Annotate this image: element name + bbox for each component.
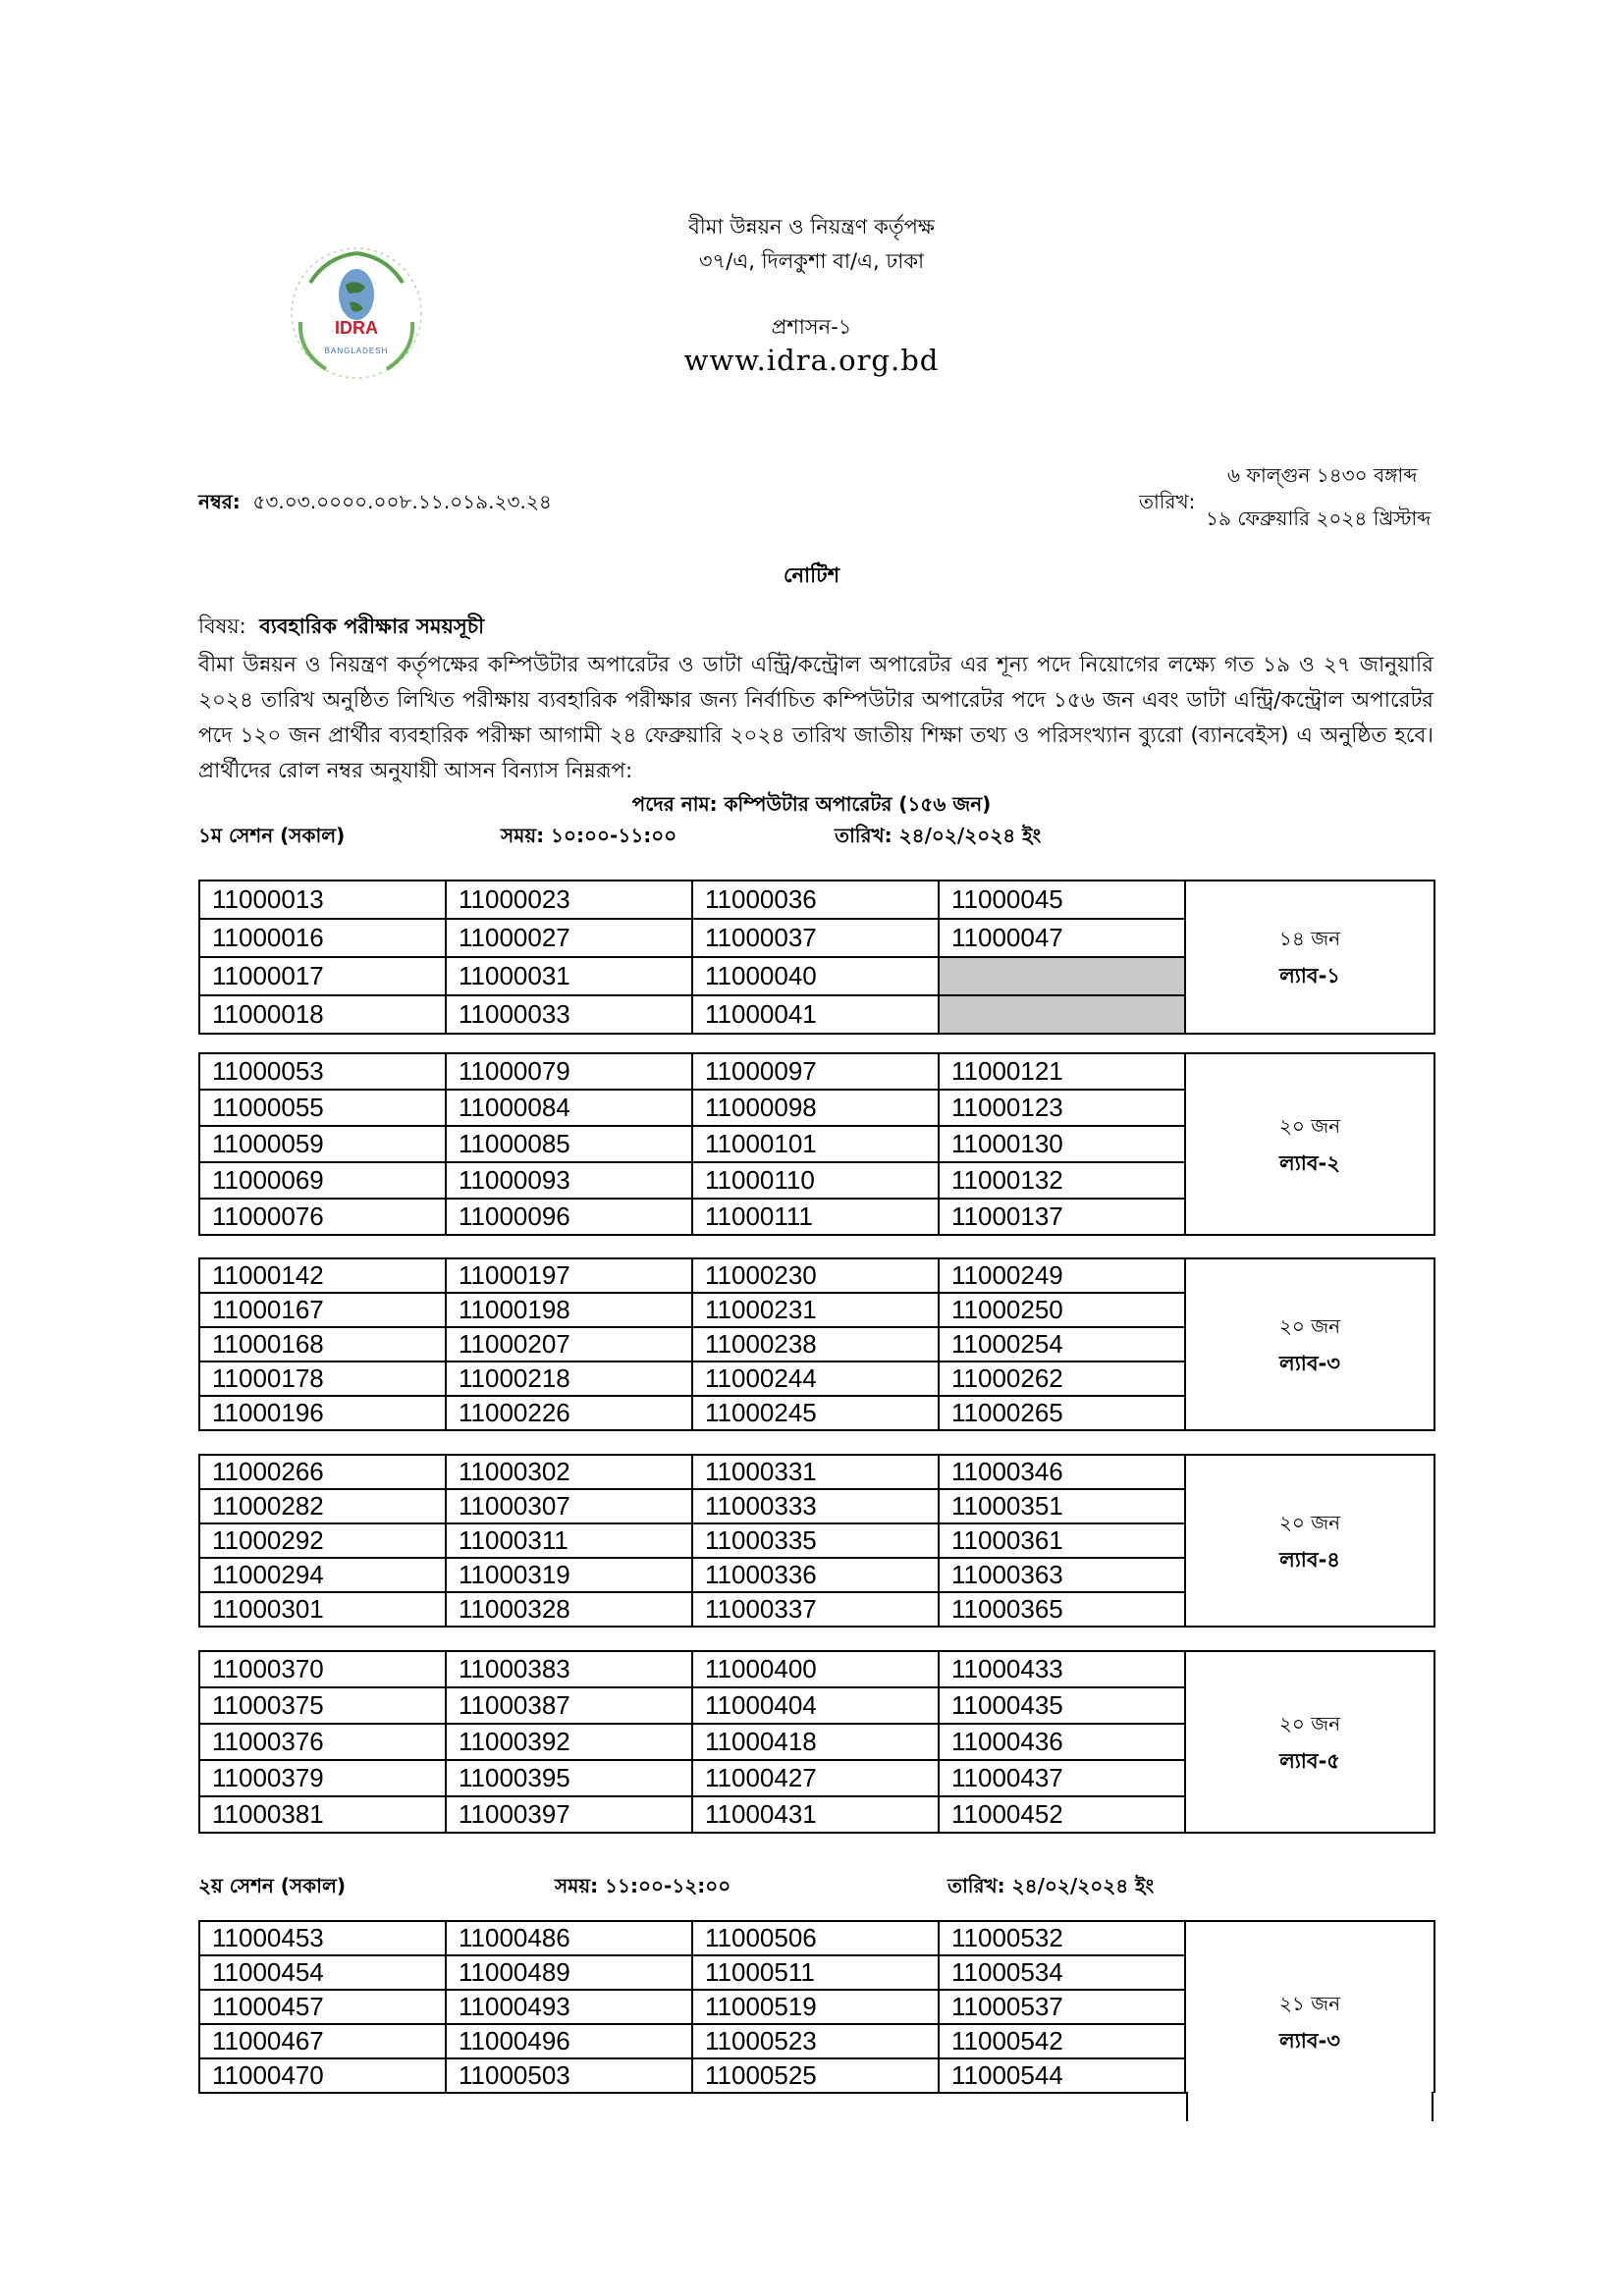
roll-cell: 11000016 [199, 919, 446, 957]
roll-cell: 11000392 [446, 1724, 692, 1760]
lab-summary [1185, 1651, 1434, 1833]
roll-cell: 11000218 [446, 1362, 692, 1396]
roll-cell: 11000245 [692, 1396, 939, 1430]
idra-logo [287, 243, 426, 383]
roll-cell: 11000370 [199, 1651, 446, 1687]
session-1-date: তারিখ: ২৪/০২/২০২৪ ইং [835, 824, 1042, 847]
roll-cell: 11000142 [199, 1258, 446, 1293]
roll-cell: 11000053 [199, 1053, 446, 1090]
lab-count: ২০ জন [1278, 1711, 1341, 1735]
lab-table [198, 1454, 1435, 1628]
roll-cell: 11000301 [199, 1592, 446, 1627]
lab-count: ২০ জন [1278, 1313, 1341, 1338]
roll-cell: 11000059 [199, 1126, 446, 1162]
roll-cell: 11000079 [446, 1053, 692, 1090]
roll-cell: 11000311 [446, 1523, 692, 1558]
table-continuation-line [1432, 2092, 1434, 2121]
session-1-time: সময়: ১০:০০-১১:০০ [501, 824, 677, 847]
roll-cell: 11000266 [199, 1455, 446, 1489]
date-bangla: ৬ ফাল্গুন ১৪৩০ বঙ্গাব্দ [1227, 463, 1418, 487]
roll-cell: 11000231 [692, 1293, 939, 1327]
lab-count: ২১ জন [1278, 1992, 1341, 2015]
lab-summary [1185, 1921, 1434, 2093]
svg-text:IDRA: IDRA [335, 318, 378, 338]
lab-name: ল্যাব-৩ [1279, 1351, 1340, 1375]
roll-cell: 11000123 [939, 1090, 1185, 1126]
session-2-time: সময়: ১১:০০-১২:০০ [555, 1874, 731, 1897]
roll-cell: 11000249 [939, 1258, 1185, 1293]
roll-cell: 11000452 [939, 1796, 1185, 1833]
roll-cell: 11000076 [199, 1199, 446, 1235]
roll-cell: 11000121 [939, 1053, 1185, 1090]
roll-cell: 11000337 [692, 1592, 939, 1627]
roll-cell: 11000493 [446, 1990, 692, 2024]
roll-cell: 11000395 [446, 1760, 692, 1796]
roll-cell: 11000017 [199, 957, 446, 995]
roll-cell: 11000055 [199, 1090, 446, 1126]
roll-cell: 11000069 [199, 1162, 446, 1199]
roll-cell: 11000018 [199, 995, 446, 1034]
roll-cell: 11000333 [692, 1489, 939, 1523]
roll-cell: 11000031 [446, 957, 692, 995]
lab-name: ল্যাব-২ [1279, 1150, 1340, 1175]
roll-cell: 11000467 [199, 2024, 446, 2058]
lab-summary [1185, 1455, 1434, 1627]
post-title: পদের নাম: কম্পিউটার অপারেটর (১৫৬ জন) [631, 792, 992, 816]
roll-cell: 11000036 [692, 881, 939, 919]
roll-cell: 11000363 [939, 1558, 1185, 1592]
roll-cell: 11000335 [692, 1523, 939, 1558]
roll-cell: 11000230 [692, 1258, 939, 1293]
session-1-name: ১ম সেশন (সকাল) [198, 824, 346, 847]
roll-cell: 11000282 [199, 1489, 446, 1523]
lab-table [198, 1650, 1435, 1834]
lab-summary [1185, 881, 1434, 1034]
roll-cell: 11000013 [199, 881, 446, 919]
roll-cell: 11000542 [939, 2024, 1185, 2058]
roll-cell: 11000254 [939, 1327, 1185, 1362]
roll-cell: 11000130 [939, 1126, 1185, 1162]
roll-cell: 11000486 [446, 1921, 692, 1955]
roll-cell: 11000111 [692, 1199, 939, 1235]
roll-cell: 11000537 [939, 1990, 1185, 2024]
roll-cell: 11000361 [939, 1523, 1185, 1558]
roll-cell: 11000178 [199, 1362, 446, 1396]
session-2-name: ২য় সেশন (সকাল) [198, 1874, 346, 1897]
roll-cell: 11000433 [939, 1651, 1185, 1687]
lab-count: ২০ জন [1278, 1510, 1341, 1534]
lab-name: ল্যাব-৪ [1279, 1547, 1340, 1572]
roll-cell: 11000168 [199, 1327, 446, 1362]
org-address: ৩৭/এ, দিলকুশা বা/এ, ঢাকা [698, 249, 925, 273]
roll-cell: 11000346 [939, 1455, 1185, 1489]
roll-cell: 11000265 [939, 1396, 1185, 1430]
roll-cell: 11000534 [939, 1955, 1185, 1990]
lab-table [198, 1052, 1435, 1236]
roll-cell: 11000137 [939, 1199, 1185, 1235]
empty-cell [939, 957, 1185, 995]
lab-name: ল্যাব-১ [1279, 964, 1340, 988]
roll-cell: 11000431 [692, 1796, 939, 1833]
roll-cell: 11000506 [692, 1921, 939, 1955]
roll-cell: 11000096 [446, 1199, 692, 1235]
lab-name: ল্যাব-৩ [1279, 2029, 1340, 2053]
roll-cell: 11000302 [446, 1455, 692, 1489]
roll-cell: 11000027 [446, 919, 692, 957]
roll-cell: 11000418 [692, 1724, 939, 1760]
empty-cell [939, 995, 1185, 1034]
roll-cell: 11000519 [692, 1990, 939, 2024]
roll-cell: 11000098 [692, 1090, 939, 1126]
roll-cell: 11000041 [692, 995, 939, 1034]
lab-table [198, 880, 1435, 1035]
subject-line: বিষয়: ব্যবহারিক পরীক্ষার সময়সূচী [198, 614, 485, 638]
roll-cell: 11000379 [199, 1760, 446, 1796]
org-name: বীমা উন্নয়ন ও নিয়ন্ত্রণ কর্তৃপক্ষ [688, 215, 935, 239]
roll-cell: 11000045 [939, 881, 1185, 919]
lab-table [198, 1920, 1435, 2094]
roll-cell: 11000226 [446, 1396, 692, 1430]
notice-title: নোটিশ [783, 563, 840, 587]
roll-cell: 11000238 [692, 1327, 939, 1362]
department: প্রশাসন-১ [771, 315, 852, 339]
roll-cell: 11000365 [939, 1592, 1185, 1627]
table-continuation-line [1186, 2092, 1188, 2121]
roll-cell: 11000331 [692, 1455, 939, 1489]
roll-cell: 11000454 [199, 1955, 446, 1990]
roll-cell: 11000503 [446, 2058, 692, 2093]
roll-cell: 11000404 [692, 1687, 939, 1724]
svg-text:BANGLADESH: BANGLADESH [324, 347, 389, 355]
roll-cell: 11000040 [692, 957, 939, 995]
roll-cell: 11000470 [199, 2058, 446, 2093]
roll-cell: 11000250 [939, 1293, 1185, 1327]
website-link[interactable]: www.idra.org.bd [683, 344, 940, 377]
roll-cell: 11000023 [446, 881, 692, 919]
roll-cell: 11000196 [199, 1396, 446, 1430]
lab-summary [1185, 1053, 1434, 1235]
session-2-date: তারিখ: ২৪/০২/২০২৪ ইং [947, 1874, 1155, 1897]
roll-cell: 11000457 [199, 1990, 446, 2024]
roll-cell: 11000435 [939, 1687, 1185, 1724]
reference-number: নম্বর: ৫৩.০৩.০০০০.০০৮.১১.০১৯.২৩.২৪ [198, 490, 552, 513]
roll-cell: 11000400 [692, 1651, 939, 1687]
roll-cell: 11000167 [199, 1293, 446, 1327]
roll-cell: 11000376 [199, 1724, 446, 1760]
roll-cell: 11000383 [446, 1651, 692, 1687]
roll-cell: 11000544 [939, 2058, 1185, 2093]
roll-cell: 11000101 [692, 1126, 939, 1162]
roll-cell: 11000244 [692, 1362, 939, 1396]
roll-cell: 11000387 [446, 1687, 692, 1724]
roll-cell: 11000097 [692, 1053, 939, 1090]
roll-cell: 11000037 [692, 919, 939, 957]
lab-name: ল্যাব-৫ [1279, 1748, 1340, 1773]
roll-cell: 11000437 [939, 1760, 1185, 1796]
roll-cell: 11000427 [692, 1760, 939, 1796]
roll-cell: 11000375 [199, 1687, 446, 1724]
lab-count: ২০ জন [1278, 1113, 1341, 1138]
roll-cell: 11000453 [199, 1921, 446, 1955]
roll-cell: 11000381 [199, 1796, 446, 1833]
roll-cell: 11000489 [446, 1955, 692, 1990]
roll-cell: 11000336 [692, 1558, 939, 1592]
roll-cell: 11000262 [939, 1362, 1185, 1396]
roll-cell: 11000436 [939, 1724, 1185, 1760]
lab-count: ১৪ জন [1278, 927, 1341, 950]
roll-cell: 11000328 [446, 1592, 692, 1627]
roll-cell: 11000307 [446, 1489, 692, 1523]
roll-cell: 11000047 [939, 919, 1185, 957]
roll-cell: 11000197 [446, 1258, 692, 1293]
lab-summary [1185, 1258, 1434, 1430]
roll-cell: 11000525 [692, 2058, 939, 2093]
date-english: ১৯ ফেব্রুয়ারি ২০২৪ খ্রিস্টাব্দ [1206, 507, 1432, 530]
lab-table [198, 1257, 1435, 1431]
roll-cell: 11000496 [446, 2024, 692, 2058]
roll-cell: 11000084 [446, 1090, 692, 1126]
roll-cell: 11000132 [939, 1162, 1185, 1199]
roll-cell: 11000523 [692, 2024, 939, 2058]
roll-cell: 11000532 [939, 1921, 1185, 1955]
roll-cell: 11000085 [446, 1126, 692, 1162]
roll-cell: 11000294 [199, 1558, 446, 1592]
roll-cell: 11000198 [446, 1293, 692, 1327]
roll-cell: 11000093 [446, 1162, 692, 1199]
roll-cell: 11000110 [692, 1162, 939, 1199]
date-label: তারিখ: [1139, 490, 1196, 513]
roll-cell: 11000292 [199, 1523, 446, 1558]
roll-cell: 11000511 [692, 1955, 939, 1990]
roll-cell: 11000351 [939, 1489, 1185, 1523]
notice-body: বীমা উন্নয়ন ও নিয়ন্ত্রণ কর্তৃপক্ষের কম্পিউটার অপারেটর ও ডাটা এন্ট্রি/কন্ট্রোল অপারেটর এর শূন্য পদে নিয়োগের লক্ষ্যে গত ১৯ ও ২৭ জানুয়ারি ২০২৪ তারিখ অনুষ্ঠিত লিখিত পরীক্ষায় ব্যবহারিক পরীক্ষার জন্য নির্বাচিত কম্পিউটার অপারেটর পদে ১৫৬ জন এবং ডাটা এন্ট্রি/কন্ট্রোল অপারেটর পদে ১২০ জন প্রার্থীর ব্যবহারিক পরীক্ষা আগামী ২৪ ফেব্রুয়ারি ২০২৪ তারিখ জাতীয় শিক্ষা তথ্য ও পরিসংখ্যান ব্যুরো (ব্যানবেইস) এ অনুষ্ঠিত হবে। প্রার্থীদের রোল নম্বর অনুযায়ী আসন বিন্যাস নিম্নরূপ: [198, 653, 1434, 783]
roll-cell: 11000033 [446, 995, 692, 1034]
roll-cell: 11000207 [446, 1327, 692, 1362]
roll-cell: 11000397 [446, 1796, 692, 1833]
roll-cell: 11000319 [446, 1558, 692, 1592]
